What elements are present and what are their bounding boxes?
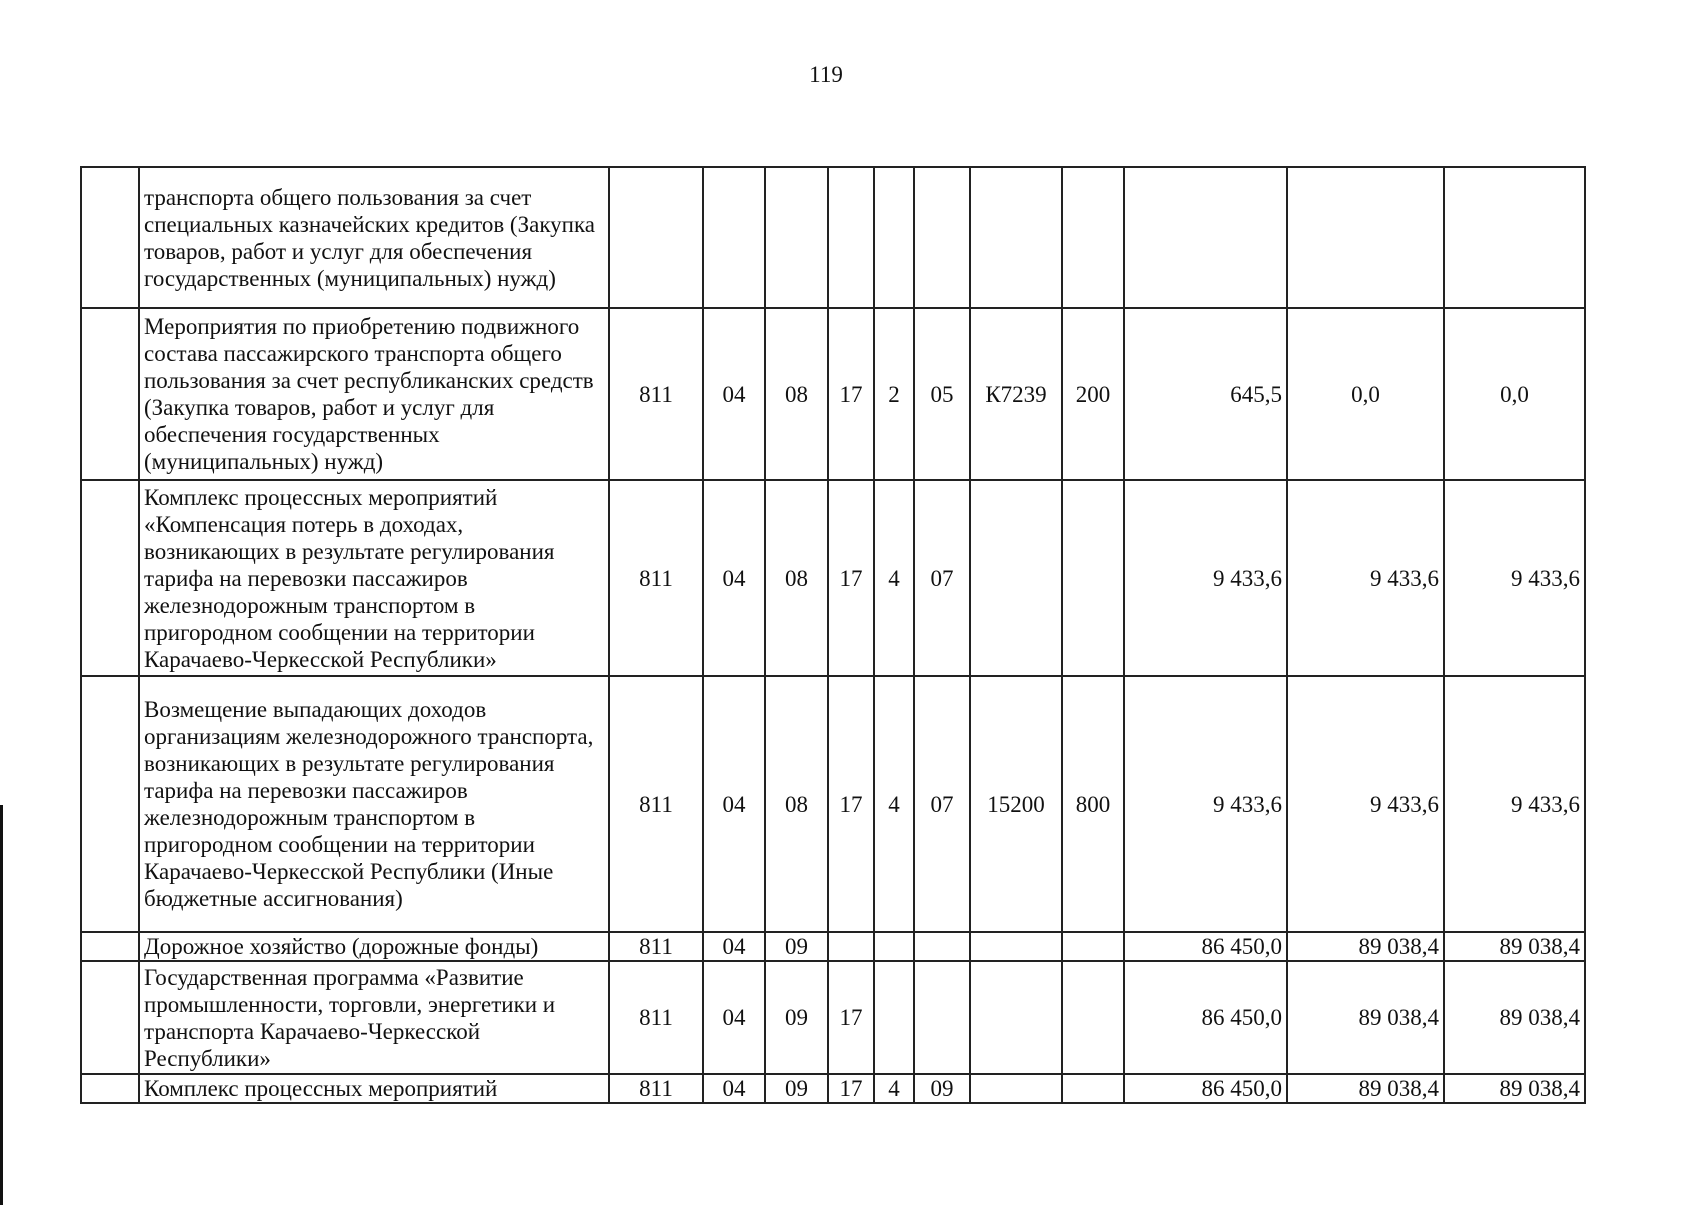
cell-subprogram-type: 4 — [874, 676, 914, 932]
table-row — [81, 676, 1585, 932]
cell-activity: 05 — [914, 308, 970, 480]
cell-activity — [914, 167, 970, 308]
cell-amount-year1: 645,5 — [1124, 308, 1287, 480]
cell-activity — [914, 961, 970, 1074]
cell-direction: К7239 — [970, 308, 1062, 480]
cell-amount-year2: 9 433,6 — [1287, 676, 1444, 932]
cell-amount-year1: 86 450,0 — [1124, 961, 1287, 1074]
cell-section: 04 — [703, 480, 765, 676]
cell-direction — [970, 480, 1062, 676]
table-row — [81, 1074, 1585, 1103]
cell-subprogram-type: 2 — [874, 308, 914, 480]
page-number: 119 — [809, 62, 843, 87]
cell-subprogram-type: 4 — [874, 480, 914, 676]
table-row — [81, 480, 1585, 676]
cell-amount-year2 — [1287, 167, 1444, 308]
cell-expense-type — [1062, 480, 1124, 676]
cell-activity: 07 — [914, 676, 970, 932]
cell-direction — [970, 961, 1062, 1074]
row-name: Мероприятия по приобретению подвижного состава пассажирского транспорта общего пользования за счет республиканских средств (Закупка товаров, работ и услуг для обеспечения государственных (муниципальных) нужд) — [139, 308, 609, 480]
cell-program: 17 — [828, 1074, 874, 1103]
cell-admin-code: 811 — [609, 961, 703, 1074]
cell-subprogram-type: 4 — [874, 1074, 914, 1103]
cell-amount-year2: 89 038,4 — [1287, 932, 1444, 961]
cell-amount-year1: 86 450,0 — [1124, 1074, 1287, 1103]
table-row — [81, 932, 1585, 961]
cell-amount-year3 — [1444, 167, 1585, 308]
cell-amount-year1: 9 433,6 — [1124, 676, 1287, 932]
cell-direction — [970, 932, 1062, 961]
cell-admin-code: 811 — [609, 1074, 703, 1103]
cell-amount-year3: 89 038,4 — [1444, 1074, 1585, 1103]
cell-amount-year3: 0,0 — [1444, 308, 1585, 480]
cell-amount-year3: 9 433,6 — [1444, 480, 1585, 676]
cell-amount-year2: 9 433,6 — [1287, 480, 1444, 676]
cell-section: 04 — [703, 308, 765, 480]
cell-admin-code: 811 — [609, 932, 703, 961]
cell-amount-year3: 9 433,6 — [1444, 676, 1585, 932]
cell-expense-type — [1062, 932, 1124, 961]
cell-section: 04 — [703, 932, 765, 961]
cell-subsection: 09 — [765, 1074, 828, 1103]
cell-section: 04 — [703, 676, 765, 932]
cell-amount-year1: 86 450,0 — [1124, 932, 1287, 961]
cell-direction: 15200 — [970, 676, 1062, 932]
row-name: Государственная программа «Развитие промышленности, торговли, энергетики и транспорта Карачаево-Черкесской Республики» — [139, 961, 609, 1074]
row-name: Комплекс процессных мероприятий — [139, 1074, 609, 1103]
row-name: Дорожное хозяйство (дорожные фонды) — [139, 932, 609, 961]
cell-admin-code: 811 — [609, 676, 703, 932]
cell-amount-year2: 89 038,4 — [1287, 1074, 1444, 1103]
cell-section — [703, 167, 765, 308]
cell-activity — [914, 932, 970, 961]
row-name: Комплекс процессных мероприятий «Компенсация потерь в доходах, возникающих в результате регулирования тарифа на перевозки пассажиров железнодорожным транспортом в пригородном сообщении на территории Карачаево-Черкесской Республики» — [139, 480, 609, 676]
cell-program: 17 — [828, 676, 874, 932]
cell-subprogram-type — [874, 167, 914, 308]
cell-subprogram-type — [874, 961, 914, 1074]
cell-program: 17 — [828, 308, 874, 480]
cell-subsection — [765, 167, 828, 308]
scan-edge-bar — [0, 805, 3, 1205]
cell-amount-year3: 89 038,4 — [1444, 961, 1585, 1074]
cell-expense-type: 200 — [1062, 308, 1124, 480]
row-number-cell — [81, 961, 139, 1074]
cell-expense-type — [1062, 167, 1124, 308]
cell-expense-type — [1062, 1074, 1124, 1103]
cell-amount-year1 — [1124, 167, 1287, 308]
table-row — [81, 308, 1585, 480]
cell-activity: 09 — [914, 1074, 970, 1103]
cell-subsection: 08 — [765, 308, 828, 480]
cell-expense-type — [1062, 961, 1124, 1074]
cell-program: 17 — [828, 961, 874, 1074]
cell-section: 04 — [703, 961, 765, 1074]
row-number-cell — [81, 1074, 139, 1103]
cell-subsection: 08 — [765, 676, 828, 932]
row-number-cell — [81, 167, 139, 308]
cell-subsection: 09 — [765, 932, 828, 961]
table-row — [81, 167, 1585, 308]
cell-amount-year1: 9 433,6 — [1124, 480, 1287, 676]
cell-amount-year2: 89 038,4 — [1287, 961, 1444, 1074]
budget-table — [80, 166, 1586, 1104]
cell-direction — [970, 167, 1062, 308]
row-name: Возмещение выпадающих доходов организациям железнодорожного транспорта, возникающих в результате регулирования тарифа на перевозки пассажиров железнодорожным транспортом в пригородном сообщении на территории Карачаево-Черкесской Республики (Иные бюджетные ассигнования) — [139, 676, 609, 932]
row-number-cell — [81, 676, 139, 932]
row-number-cell — [81, 480, 139, 676]
cell-subsection: 08 — [765, 480, 828, 676]
cell-direction — [970, 1074, 1062, 1103]
cell-amount-year2: 0,0 — [1287, 308, 1444, 480]
cell-admin-code: 811 — [609, 480, 703, 676]
cell-program — [828, 932, 874, 961]
cell-subprogram-type — [874, 932, 914, 961]
cell-program: 17 — [828, 480, 874, 676]
cell-program — [828, 167, 874, 308]
row-name: транспорта общего пользования за счет специальных казначейских кредитов (Закупка товаров, работ и услуг для обеспечения государственных (муниципальных) нужд) — [139, 167, 609, 308]
cell-expense-type: 800 — [1062, 676, 1124, 932]
cell-admin-code: 811 — [609, 308, 703, 480]
cell-subsection: 09 — [765, 961, 828, 1074]
table-row — [81, 961, 1585, 1074]
cell-admin-code — [609, 167, 703, 308]
row-number-cell — [81, 308, 139, 480]
cell-section: 04 — [703, 1074, 765, 1103]
cell-amount-year3: 89 038,4 — [1444, 932, 1585, 961]
cell-activity: 07 — [914, 480, 970, 676]
row-number-cell — [81, 932, 139, 961]
